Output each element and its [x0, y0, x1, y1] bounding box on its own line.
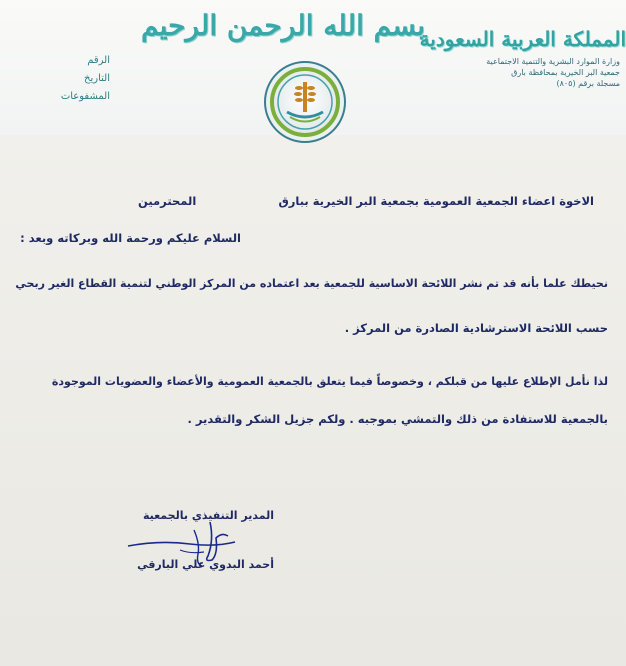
letterhead [0, 0, 626, 135]
association-line: جمعية البر الخيرية بمحافظة بارق [511, 68, 620, 77]
association-logo [263, 60, 347, 144]
ministry-line: وزارة الموارد البشرية والتنمية الاجتماعية [486, 57, 620, 66]
paragraph-2-line-2: بالجمعية للاستفادة من ذلك والتمشي بموجبه . ولكم جزيل الشكر والتقدير . [187, 412, 608, 426]
paragraph-2-line-1: لذا نأمل الإطلاع عليها من قبلكم ، وخصوصاً فيما يتعلق بالجمعية العمومية والأعضاء والعضويات الموجودة [51, 375, 608, 388]
basmala-calligraphy: بسم الله الرحمن الرحيم [141, 9, 425, 42]
paragraph-1-line-1: نحيطك علما بأنه قد تم نشر اللائحة الاساسية للجمعية بعد اعتماده من المركز الوطني لتنمية القطاع الغير ربحي [15, 277, 608, 290]
kingdom-title: المملكة العربية السعودية [419, 27, 626, 51]
signatory-name: أحمد البدوي علي البارقي [137, 558, 274, 571]
honorific: المحترمين [138, 194, 197, 208]
meta-attachments-label: المشفوعات [60, 91, 110, 102]
meta-date-label: التاريخ [84, 73, 110, 84]
recipient-line: الاخوة اعضاء الجمعية العمومية بجمعية البر الخيرية ببارق [278, 194, 594, 208]
greeting: السلام عليكم ورحمة الله وبركاته وبعد : [20, 231, 241, 245]
paragraph-1-line-2: حسب اللائحة الاسترشادية الصادرة من المركز . [344, 321, 608, 335]
registration-line: مسجلة برقم (٨٠٥) [556, 79, 620, 88]
meta-number-label: الرقم [87, 55, 110, 66]
signatory-title: المدير التنفيذي بالجمعية [142, 509, 274, 522]
